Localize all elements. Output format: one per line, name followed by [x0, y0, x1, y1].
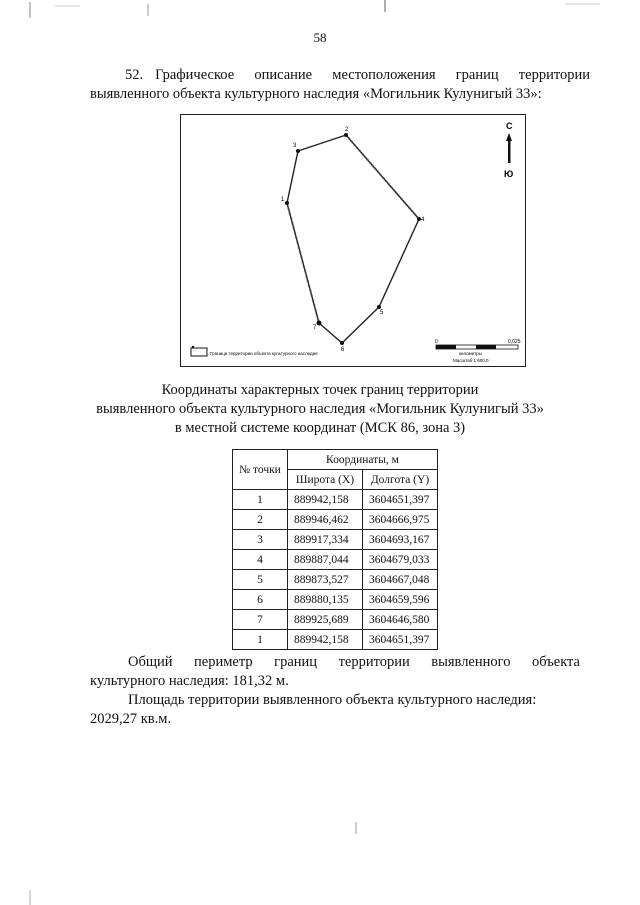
scale-ratio: Масштаб 1:600,0: [453, 358, 489, 363]
cell-y: 3604693,167: [363, 530, 438, 550]
caption-line-3: в местной системе координат (МСК 86, зона 3): [174, 420, 466, 436]
cell-y: 3604659,596: [363, 590, 438, 610]
cell-point: 4: [233, 550, 288, 570]
cell-point: 3: [233, 530, 288, 550]
cell-point: 5: [233, 570, 288, 590]
vertex-label-5: 5: [380, 310, 384, 316]
vertex-label-6: 6: [341, 347, 345, 353]
legend-text: Граница территории объекта культурного наследия: [210, 351, 318, 356]
cell-x: 889942,158: [288, 490, 363, 510]
vertex-label-3: 3: [293, 143, 297, 149]
scale-units: километры: [459, 351, 482, 356]
cell-x: 889873,527: [288, 570, 363, 590]
north-arrow: [504, 121, 513, 179]
perimeter-value: культурного наследия: 181,32 м.: [90, 673, 289, 689]
vertex-label-2: 2: [345, 127, 349, 133]
coordinates-table: [232, 449, 438, 650]
table-row: [233, 610, 438, 630]
table-row: [233, 530, 438, 550]
area-value: 2029,27 кв.м.: [90, 711, 172, 727]
north-label: С: [506, 121, 513, 131]
header-coords: Координаты, м: [288, 450, 438, 470]
header-lon: Долгота (Y): [363, 470, 438, 490]
vertex-label-1: 1: [281, 197, 285, 203]
map-legend: [191, 346, 318, 356]
table-row: [233, 570, 438, 590]
cell-x: 889942,158: [288, 630, 363, 650]
cell-point: 2: [233, 510, 288, 530]
cell-y: 3604679,033: [363, 550, 438, 570]
boundary-polygon: [287, 135, 419, 343]
section-heading: [90, 66, 590, 104]
scale-bar: [435, 339, 521, 363]
cell-point: 1: [233, 490, 288, 510]
map-drawing: [181, 115, 527, 368]
cell-y: 3604666,975: [363, 510, 438, 530]
table-row: [233, 490, 438, 510]
cell-y: 3604646,580: [363, 610, 438, 630]
vertex-label-4: 4: [421, 217, 425, 223]
summary: [90, 653, 580, 729]
heading-number: 52.: [125, 67, 144, 83]
header-point: № точки: [233, 450, 288, 490]
table-row: [233, 630, 438, 650]
cell-point: 6: [233, 590, 288, 610]
heading-text-1: Графическое описание местоположения границ территории: [155, 67, 590, 83]
table-row: [233, 590, 438, 610]
cell-y: 3604667,048: [363, 570, 438, 590]
south-label: Ю: [504, 169, 514, 179]
vertex-label-7: 7: [313, 325, 317, 331]
vertex-markers: [285, 133, 421, 345]
caption-line-2: выявленного объекта культурного наследия «Могильник Кулунигый 33»: [96, 401, 544, 417]
table-header-row: [233, 450, 438, 470]
heading-line-2: выявленного объекта культурного наследия «Могильник Кулунигый 33»:: [90, 86, 542, 102]
cell-y: 3604651,397: [363, 630, 438, 650]
page-number: 58: [313, 30, 327, 45]
cell-x: 889887,044: [288, 550, 363, 570]
table-row: [233, 510, 438, 530]
caption-line-1: Координаты характерных точек границ территории: [161, 382, 479, 398]
cell-point: 7: [233, 610, 288, 630]
cell-x: 889946,462: [288, 510, 363, 530]
cell-point: 1: [233, 630, 288, 650]
cell-y: 3604651,397: [363, 490, 438, 510]
table-row: [233, 550, 438, 570]
header-lat: Широта (X): [288, 470, 363, 490]
scale-zero: 0: [435, 339, 438, 345]
cell-x: 889917,334: [288, 530, 363, 550]
boundary-map: [180, 114, 526, 367]
area-label: Площадь территории выявленного объекта культурного наследия:: [128, 692, 537, 708]
table-caption: [60, 381, 580, 438]
scale-end: 0,025: [508, 339, 521, 345]
cell-x: 889880,135: [288, 590, 363, 610]
perimeter-label: Общий периметр границ территории выявленного объекта: [128, 654, 580, 670]
heading-line-1: [90, 66, 590, 85]
cell-x: 889925,689: [288, 610, 363, 630]
